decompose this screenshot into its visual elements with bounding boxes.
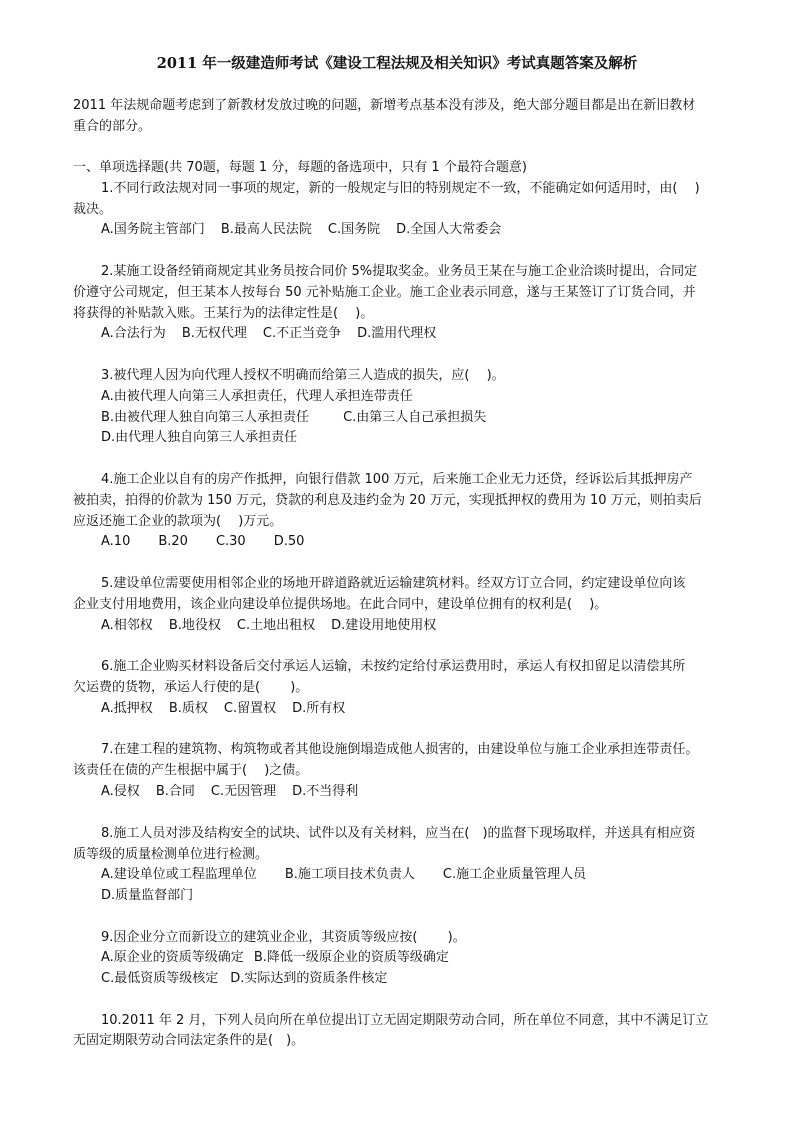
option-a: A.抵押权: [101, 701, 153, 716]
option-d: D.全国人大常委会: [396, 222, 502, 237]
question-5-line-2: 企业支付用地费用，该企业向建设单位提供场地。在此合同中，建设单位拥有的权利是( )。: [73, 597, 608, 612]
option-a: A.10: [101, 534, 131, 549]
option-d: D.50: [273, 534, 305, 549]
question-3-options-1: [101, 387, 429, 407]
option-d: D.由代理人独自向第三人承担责任: [101, 430, 298, 445]
question-1-line-2: 裁决。: [73, 202, 113, 217]
question-5-line-1: 5.建设单位需要使用相邻企业的场地开辟道路就近运输建筑材料。经双方订立合同，约定建设单位向该: [101, 576, 686, 591]
option-b: B.施工项目技术负责人: [284, 867, 415, 882]
option-d: D.实际达到的资质条件核定: [230, 971, 388, 986]
option-a: A.国务院主管部门: [101, 222, 205, 237]
question-1-line-1: 1.不同行政法规对同一事项的规定，新的一般规定与旧的特别规定不一致，不能确定如何适用时，由( ): [101, 181, 700, 196]
option-a: A.建设单位或工程监理单位: [101, 867, 257, 882]
question-6-line-2: 欠运费的货物，承运人行使的是( )。: [73, 680, 309, 695]
question-8-line-2: 质等级的质量检测单位进行检测。: [73, 847, 269, 862]
option-d: D.所有权: [292, 701, 346, 716]
question-6-options: [101, 699, 361, 719]
question-8-options-2: [101, 886, 209, 906]
question-10-line-2: 无固定期限劳动合同法定条件的是( )。: [73, 1033, 305, 1048]
option-a: A.合法行为: [101, 326, 166, 341]
question-4-options: [101, 532, 320, 552]
option-b: B.无权代理: [181, 326, 247, 341]
question-9-line-1: 9.因企业分立而新设立的建筑业企业，其资质等级应按( )。: [101, 930, 466, 945]
question-7-line-1: 7.在建工程的建筑物、构筑物或者其他设施倒塌造成他人损害的，由建设单位与施工企业承担连带责任。: [101, 742, 699, 757]
option-c: C.无因管理: [210, 784, 277, 799]
option-b: B.最高人民法院: [220, 222, 312, 237]
option-b: B.质权: [168, 701, 208, 716]
option-c: C.土地出租权: [236, 618, 316, 633]
question-9-options-1: [101, 948, 465, 968]
option-b: B.由被代理人独自向第三人承担责任: [101, 410, 310, 425]
option-c: C.30: [215, 534, 246, 549]
option-c: C.留置权: [223, 701, 277, 716]
section-heading: 一、单项选择题(共 70题，每题 1 分，每题的备选项中，只有 1 个最符合题意): [73, 160, 527, 175]
option-a: A.原企业的资质等级确定: [101, 950, 244, 965]
option-d: D.建设用地使用权: [331, 618, 437, 633]
option-c: C.国务院: [327, 222, 381, 237]
option-a: A.相邻权: [101, 618, 153, 633]
option-c: C.由第三人自己承担损失: [343, 410, 487, 425]
question-3-options-2: [101, 408, 502, 428]
option-b: B.合同: [155, 784, 195, 799]
question-8-line-1: 8.施工人员对涉及结构安全的试块、试件以及有关材料，应当在( )的监督下现场取样，并送具有相应资: [101, 826, 696, 841]
option-b: B.降低一级原企业的资质等级确定: [253, 950, 449, 965]
question-3-options-3: [101, 428, 313, 448]
question-2-line-1: 2.某施工设备经销商规定其业务员按合同价 5%提取奖金。业务员王某在与施工企业洽谈时提出，合同定: [101, 264, 698, 279]
option-b: B.20: [158, 534, 188, 549]
question-4-line-2: 被拍卖，拍得的价款为 150 万元，贷款的利息及违约金为 20 万元，实现抵押权的费用为 10 万元，则拍卖后: [73, 493, 702, 508]
option-c: C.不正当竞争: [262, 326, 342, 341]
option-a: A.侵权: [101, 784, 140, 799]
option-d: D.滥用代理权: [357, 326, 437, 341]
question-7-options: [101, 782, 374, 802]
question-4-line-3: 应返还施工企业的款项为( )万元。: [73, 514, 283, 529]
question-2-line-2: 价遵守公司规定，但王某本人按每台 50 元补贴施工企业。施工企业表示同意，遂与王某签订了订货合同，并: [73, 285, 696, 300]
option-c: C.施工企业质量管理人员: [442, 867, 587, 882]
question-2-line-3: 将获得的补贴款入账。王某行为的法律定性是( )。: [73, 306, 374, 321]
question-3-line-1: 3.被代理人因为向代理人授权不明确而给第三人造成的损失，应( )。: [101, 368, 505, 383]
intro-line-2: 重合的部分。: [73, 119, 152, 134]
option-d: D.不当得利: [292, 784, 359, 799]
question-10-line-1: 10.2011 年 2 月，下列人员向所在单位提出订立无固定期限劳动合同，所在单位不同意，其中不满足订立: [101, 1013, 709, 1028]
option-b: B.地役权: [168, 618, 221, 633]
page-title: 2011 年一级建造师考试《建设工程法规及相关知识》考试真题答案及解析: [156, 55, 638, 72]
option-c: C.最低资质等级核定: [101, 971, 219, 986]
option-a: A.由被代理人向第三人承担责任，代理人承担连带责任: [101, 389, 413, 404]
question-6-line-1: 6.施工企业购买材料设备后交付承运人运输，未按约定给付承运费用时，承运人有权扣留足以清偿其所: [101, 659, 686, 674]
question-7-line-2: 该责任在债的产生根据中属于( )之债。: [73, 763, 309, 778]
question-2-options: [101, 324, 452, 344]
question-5-options: [101, 616, 452, 636]
option-d: D.质量监督部门: [101, 888, 194, 903]
question-1-options: [101, 220, 517, 240]
question-9-options-2: [101, 969, 403, 989]
question-4-line-1: 4.施工企业以自有的房产作抵押，向银行借款 100 万元，后来施工企业无力还贷，经诉讼后其抵押房产: [101, 472, 693, 487]
question-8-options-1: [101, 865, 602, 885]
intro-line-1: 2011 年法规命题考虑到了新教材发放过晚的问题，新增考点基本没有涉及，绝大部分题目都是出在新旧教材: [73, 98, 696, 113]
